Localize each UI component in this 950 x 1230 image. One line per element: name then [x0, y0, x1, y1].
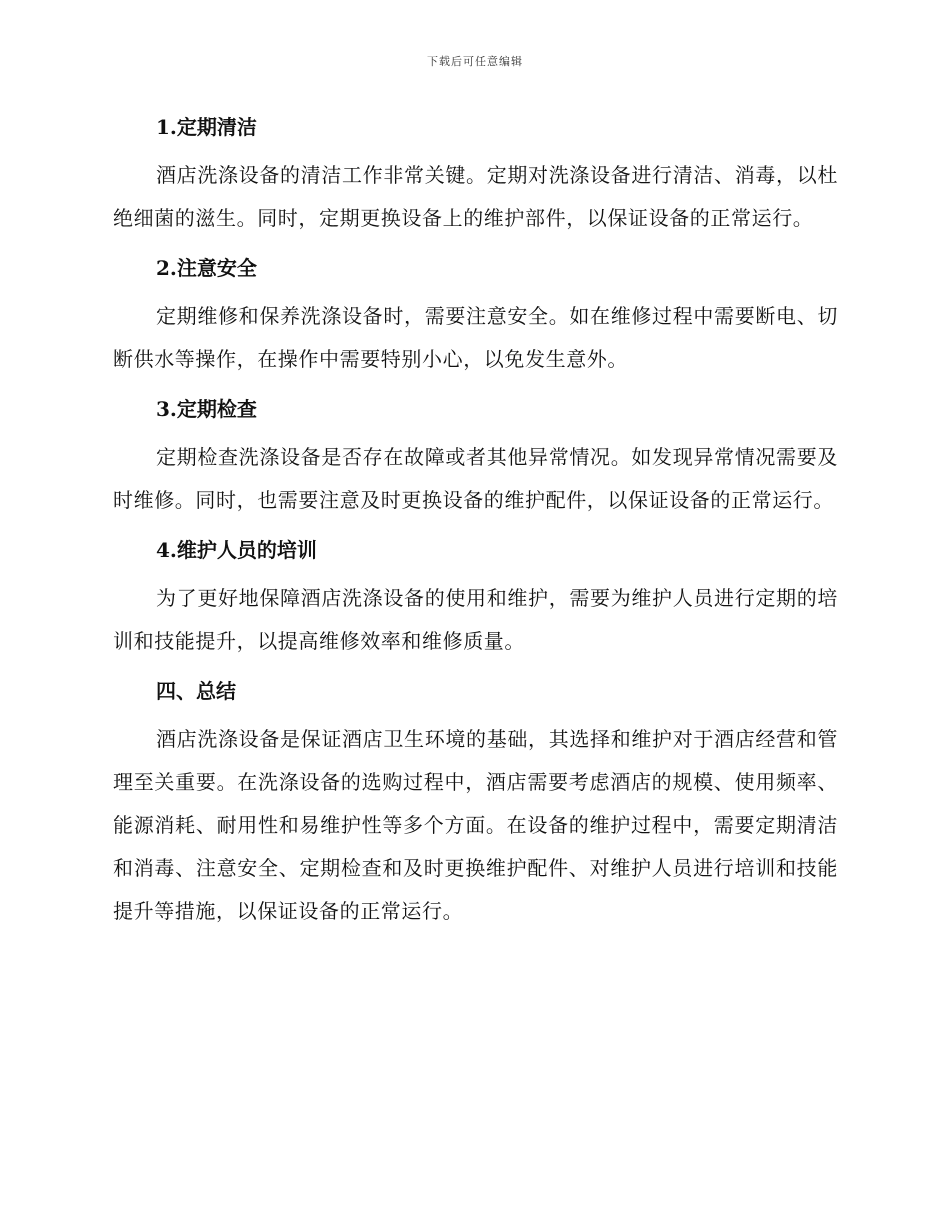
section-heading-cleaning: 1.定期清洁 [156, 115, 257, 139]
page-header-note: 下载后可任意编辑 [427, 55, 523, 68]
document-body [113, 109, 838, 933]
section-paragraph-training: 为了更好地保障酒店洗涤设备的使用和维护，需要为维护人员进行定期的培训和技能提升，以提高维修效率和维修质量。 [113, 586, 838, 653]
section-heading-safety: 2.注意安全 [156, 256, 257, 280]
section-paragraph-summary: 酒店洗涤设备是保证酒店卫生环境的基础，其选择和维护对于酒店经营和管理至关重要。在洗涤设备的选购过程中，酒店需要考虑酒店的规模、使用频率、能源消耗、耐用性和易维护性等多个方面。在设备的维护过程中，需要定期清洁和消毒、注意安全、定期检查和及时更换维护配件、对维护人员进行培训和技能提升等措施，以保证设备的正常运行。 [113, 727, 838, 923]
section-paragraph-inspection: 定期检查洗涤设备是否存在故障或者其他异常情况。如发现异常情况需要及时维修。同时，也需要注意及时更换设备的维护配件，以保证设备的正常运行。 [113, 445, 838, 512]
section-heading-summary: 四、总结 [156, 679, 236, 703]
section-heading-inspection: 3.定期检查 [156, 397, 257, 421]
section-paragraph-safety: 定期维修和保养洗涤设备时，需要注意安全。如在维修过程中需要断电、切断供水等操作，在操作中需要特别小心，以免发生意外。 [113, 304, 838, 371]
section-paragraph-cleaning: 酒店洗涤设备的清洁工作非常关键。定期对洗涤设备进行清洁、消毒，以杜绝细菌的滋生。同时，定期更换设备上的维护部件，以保证设备的正常运行。 [113, 163, 838, 230]
section-heading-training: 4.维护人员的培训 [156, 538, 317, 562]
